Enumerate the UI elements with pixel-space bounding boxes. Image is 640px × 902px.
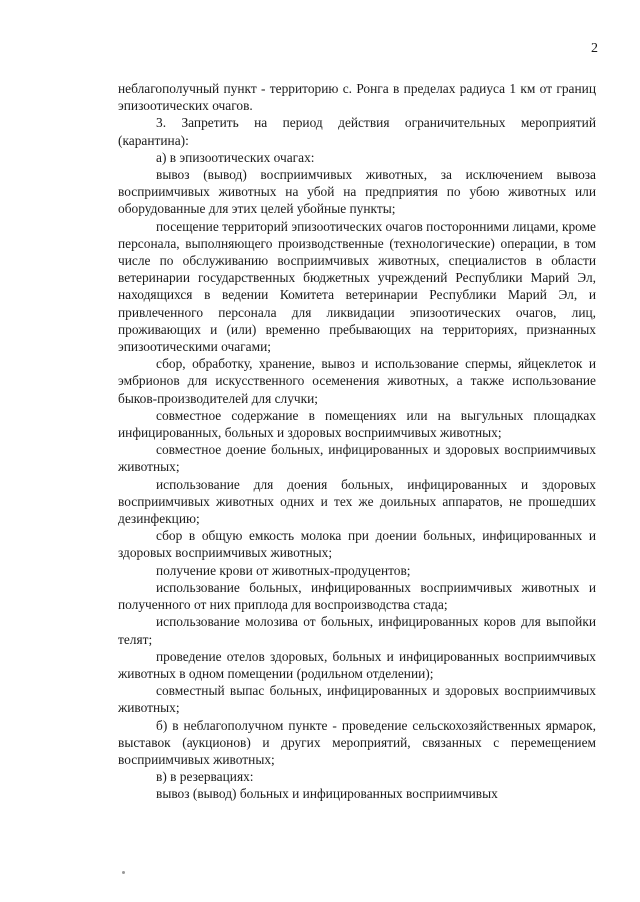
scan-speck [122, 871, 125, 874]
paragraph-grazing: совместный выпас больных, инфицированных и здоровых восприимчивых животных; [118, 683, 596, 716]
document-body [118, 80, 596, 803]
paragraph-joint-milking: совместное доение больных, инфицированных и здоровых восприимчивых животных; [118, 442, 596, 475]
paragraph-subitem-a: а) в эпизоотических очагах: [156, 149, 315, 165]
paragraph-export-ban: вывоз (вывод) восприимчивых животных, за исключением вывоза восприимчивых животных на убой на предприятия по убою животных или оборудованные для этих целей убойные пункты; [118, 167, 596, 217]
page-number: 2 [591, 41, 598, 56]
paragraph-subitem-b: б) в неблагополучном пункте - проведение сельскохозяйственных ярмарок, выставок (аукционов) и других мероприятий, связанных с перемещением восприимчивых животных; [118, 717, 596, 767]
paragraph-item-3: 3. Запретить на период действия ограничительных мероприятий (карантина): [118, 115, 596, 148]
paragraph-breeding-use: использование больных, инфицированных восприимчивых животных и полученного от них приплода для воспроизводства стада; [118, 579, 596, 613]
paragraph-blood-collection: получение крови от животных-продуцентов; [156, 562, 411, 578]
paragraph-milking-machines: использование для доения больных, инфицированных и здоровых восприимчивых животных одних и тех же доильных аппаратов, не прошедших дезинфекцию; [118, 476, 596, 527]
paragraph-sperm-ban: сбор, обработку, хранение, вывоз и использование спермы, яйцеклеток и эмбрионов для искусственного осеменения животных, а также использование быков-производителей для случки; [118, 356, 596, 406]
paragraph-colostrum: использование молозива от больных, инфицированных коров для выпойки телят; [118, 614, 596, 647]
paragraph-subitem-v: в) в резервациях: [156, 769, 254, 785]
paragraph-reservation-export: вывоз (вывод) больных и инфицированных восприимчивых [156, 786, 498, 802]
paragraph-calving: проведение отелов здоровых, больных и инфицированных восприимчивых животных в одном помещении (родильном отделении); [118, 648, 596, 681]
paragraph-visit-ban: посещение территорий эпизоотических очагов посторонними лицами, кроме персонала, выполняющего производственные (технологические) операции, в том числе по обслуживанию восприимчивых животных, специалистов в области ветеринарии государственных бюджетных учреждений Республики Марий Эл, находящихся в ведении Комитета ветеринарии Республики Марий Эл, и привлеченного персонала для ликвидации эпизоотических очагов, лиц, проживающих и (или) временно пребывающих на территориях, признанных эпизоотическими очагами; [118, 218, 596, 355]
paragraph-milk-collection: сбор в общую емкость молока при доении больных, инфицированных и здоровых восприимчивых животных; [118, 528, 596, 561]
paragraph-continuation: неблагополучный пункт - территорию с. Ронга в пределах радиуса 1 км от границ эпизоотических очагов. [118, 81, 596, 114]
paragraph-joint-keeping: совместное содержание в помещениях или на выгульных площадках инфицированных, больных и здоровых восприимчивых животных; [118, 407, 596, 441]
